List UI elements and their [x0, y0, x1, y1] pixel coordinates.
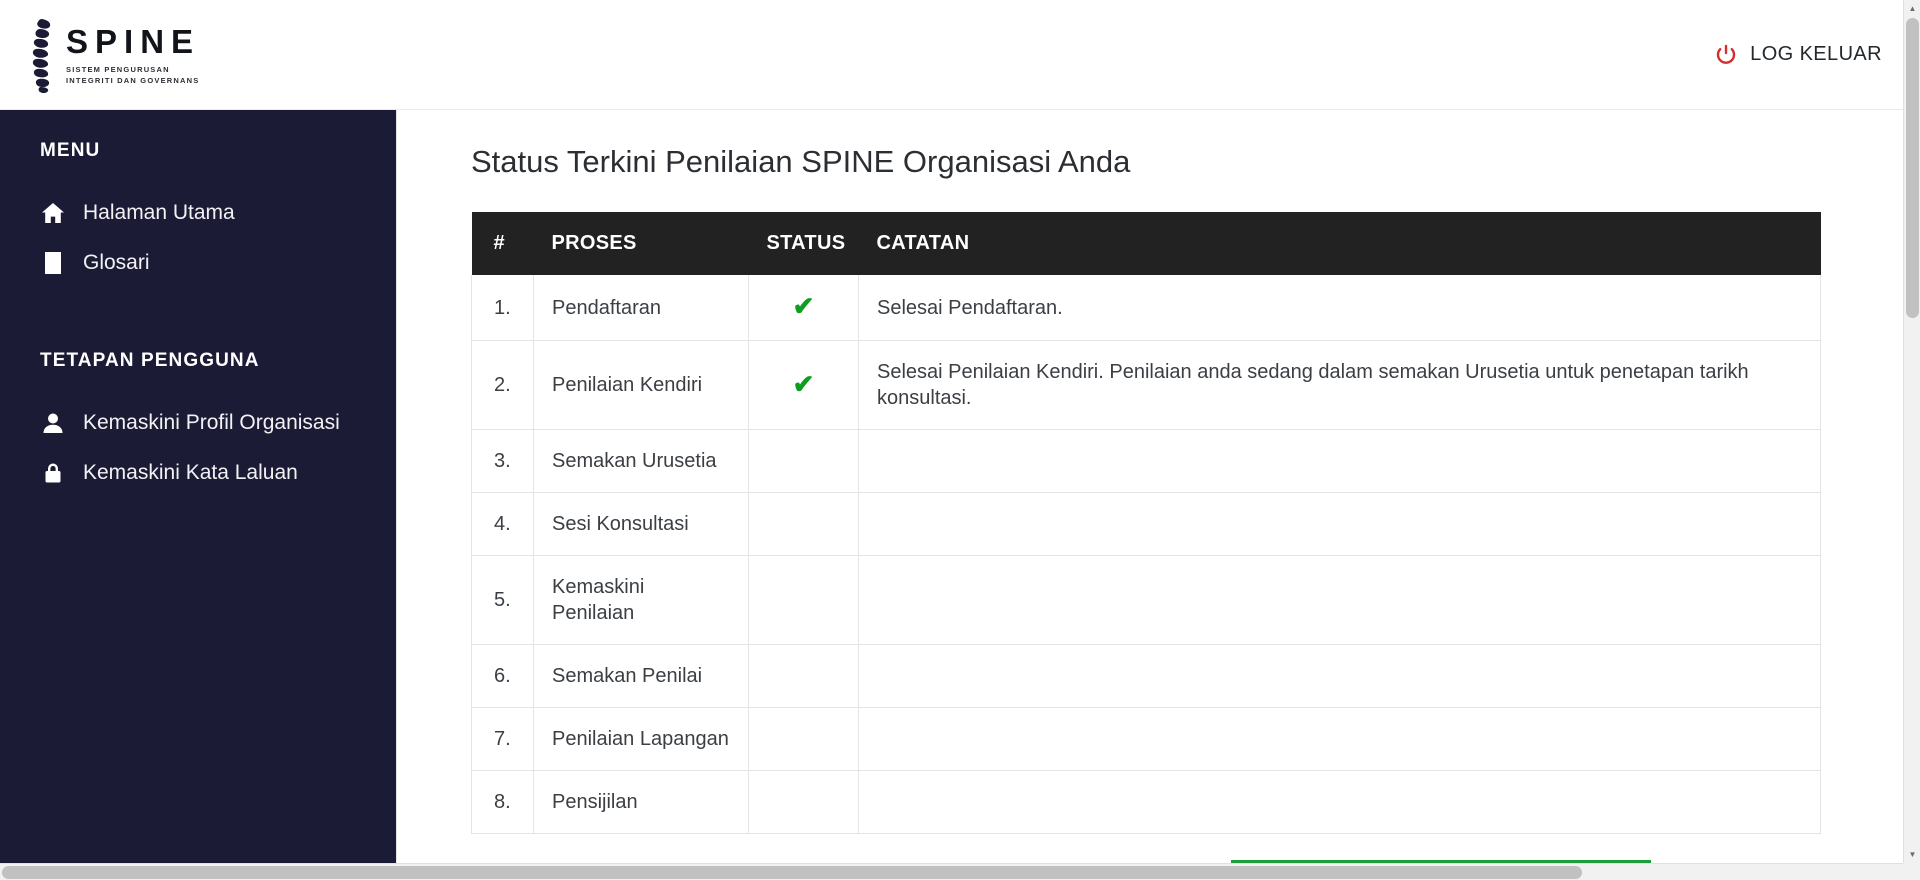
cell-catatan	[859, 556, 1821, 645]
cell-status	[749, 771, 859, 834]
cell-status	[749, 341, 859, 430]
sidebar	[0, 110, 396, 880]
cell-status	[749, 493, 859, 556]
vertical-scrollbar-thumb[interactable]	[1906, 18, 1919, 318]
logout-button[interactable]	[1706, 37, 1890, 73]
cell-catatan	[859, 708, 1821, 771]
scrollbar-corner	[1903, 863, 1920, 880]
column-header-status: STATUS	[749, 212, 859, 275]
cell-status	[749, 556, 859, 645]
scroll-up-arrow-icon[interactable]: ▲	[1908, 4, 1917, 13]
page-header	[0, 0, 1920, 110]
table-row	[472, 645, 1821, 708]
table-row	[472, 341, 1821, 430]
cell-number: 8.	[472, 771, 534, 834]
page-title: Status Terkini Penilaian SPINE Organisasi Anda	[471, 144, 1131, 179]
cell-number: 1.	[472, 275, 534, 341]
spine-vertebrae-icon	[22, 17, 62, 93]
brand-subtitle-line2: INTEGRITI DAN GOVERNANS	[66, 75, 200, 85]
cell-number: 4.	[472, 493, 534, 556]
cell-status	[749, 645, 859, 708]
user-icon	[40, 412, 66, 434]
sidebar-settings-heading: TETAPAN PENGGUNA	[40, 350, 260, 371]
sidebar-item-kemaskini-profil-organisasi[interactable]	[0, 398, 396, 448]
check-icon: ✔	[792, 368, 815, 399]
cell-number: 6.	[472, 645, 534, 708]
cell-proses: Semakan Penilai	[534, 645, 749, 708]
table-row	[472, 771, 1821, 834]
sidebar-item-halaman-utama[interactable]	[0, 188, 396, 238]
cell-number: 3.	[472, 430, 534, 493]
logout-label: LOG KELUAR	[1750, 43, 1882, 65]
table-row	[472, 708, 1821, 771]
sidebar-menu-heading: MENU	[40, 140, 101, 161]
cell-proses: Semakan Urusetia	[534, 430, 749, 493]
brand-subtitle-line1: SISTEM PENGURUSAN	[66, 64, 170, 74]
sidebar-item-kemaskini-kata-laluan[interactable]	[0, 448, 396, 498]
table-row	[472, 275, 1821, 341]
sidebar-item-label: Glosari	[83, 251, 150, 274]
cell-status	[749, 275, 859, 341]
table-row	[472, 493, 1821, 556]
cell-proses: Pendaftaran	[534, 275, 749, 341]
cell-status	[749, 708, 859, 771]
home-icon	[40, 202, 66, 224]
cell-catatan	[859, 771, 1821, 834]
table-head	[472, 212, 1821, 275]
sidebar-item-label: Kemaskini Kata Laluan	[83, 461, 298, 484]
table-row	[472, 430, 1821, 493]
cell-catatan: Selesai Penilaian Kendiri. Penilaian anda sedang dalam semakan Urusetia untuk penetapan tarikh konsultasi.	[859, 341, 1821, 430]
cell-number: 5.	[472, 556, 534, 645]
cell-status	[749, 430, 859, 493]
check-icon: ✔	[792, 291, 815, 321]
horizontal-scrollbar[interactable]	[0, 863, 1920, 880]
brand-title: SPINE	[66, 22, 201, 60]
sidebar-item-glosari[interactable]	[0, 238, 396, 288]
cell-proses: Penilaian Kendiri	[534, 341, 749, 430]
column-header-catatan: CATATAN	[859, 212, 1821, 275]
scroll-down-arrow-icon[interactable]: ▼	[1908, 850, 1917, 859]
vertical-scrollbar[interactable]	[1903, 0, 1920, 863]
table-row	[472, 556, 1821, 645]
cell-proses: Kemaskini Penilaian	[534, 556, 749, 645]
sidebar-item-label: Halaman Utama	[83, 201, 235, 224]
cell-catatan	[859, 493, 1821, 556]
cell-proses: Pensijilan	[534, 771, 749, 834]
power-icon	[1714, 43, 1738, 67]
horizontal-scrollbar-thumb[interactable]	[2, 866, 1582, 879]
brand-logo[interactable]	[22, 17, 200, 93]
cell-number: 2.	[472, 341, 534, 430]
page-body	[0, 110, 1920, 880]
lock-icon	[40, 462, 66, 484]
cell-catatan	[859, 430, 1821, 493]
cell-number: 7.	[472, 708, 534, 771]
column-header-proses: PROSES	[534, 212, 749, 275]
book-icon	[40, 252, 66, 274]
cell-proses: Sesi Konsultasi	[534, 493, 749, 556]
cell-proses: Penilaian Lapangan	[534, 708, 749, 771]
cell-catatan: Selesai Pendaftaran.	[859, 275, 1821, 341]
cell-catatan	[859, 645, 1821, 708]
sidebar-item-label: Kemaskini Profil Organisasi	[83, 411, 340, 434]
column-header-number: #	[472, 212, 534, 275]
status-table	[471, 212, 1821, 834]
table-body	[472, 275, 1821, 834]
table-header-row	[472, 212, 1821, 275]
main-content	[396, 110, 1920, 880]
